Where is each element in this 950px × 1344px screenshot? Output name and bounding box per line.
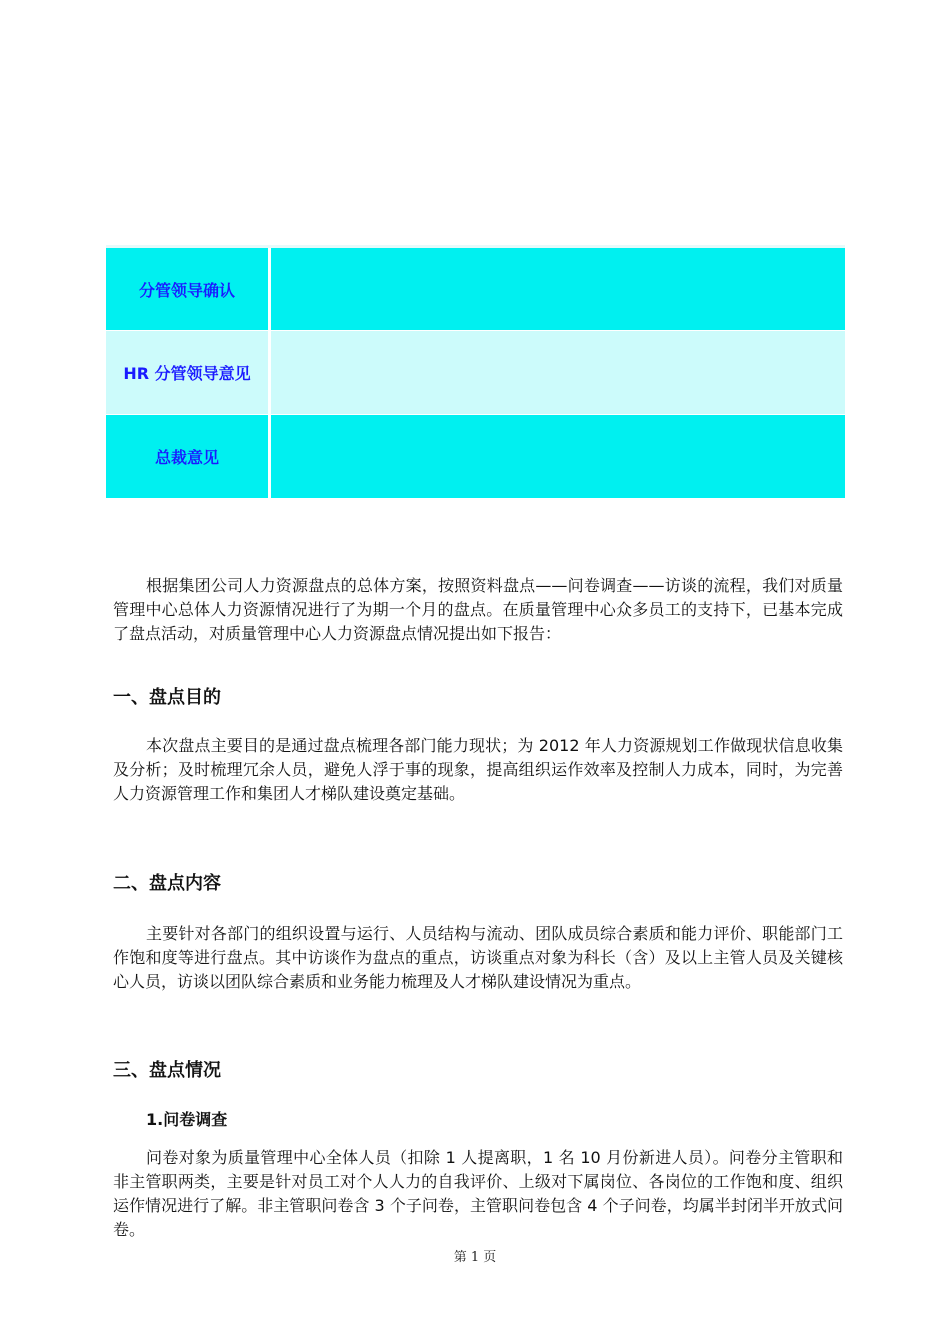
table-row — [106, 245, 845, 330]
table-label-cell: 总裁意见 — [106, 415, 268, 498]
section-body-survey: 问卷对象为质量管理中心全体人员（扣除 1 人提离职，1 名 10 月份新进人员）。问卷分主管职和非主管职两类，主要是针对员工对个人人力的自我评价、上级对下属岗位、各岗位的工作饱和度、组织运作情况进行了解。非主管职问卷含 3 个子问卷，主管职问卷包含 4 个子问卷，均属半封闭半开放式问卷。 — [113, 1148, 843, 1239]
table-label-cell: HR 分管领导意见 — [106, 331, 268, 414]
page-number: 第 1 页 — [453, 1250, 497, 1265]
table-value-cell[interactable] — [271, 415, 845, 498]
intro-paragraph: 根据集团公司人力资源盘点的总体方案，按照资料盘点——问卷调查——访谈的流程，我们对质量管理中心总体人力资源情况进行了为期一个月的盘点。在质量管理中心众多员工的支持下，已基本完成了盘点活动，对质量管理中心人力资源盘点情况提出如下报告： — [113, 576, 843, 643]
section-body-purpose: 本次盘点主要目的是通过盘点梳理各部门能力现状；为 2012 年人力资源规划工作做现状信息收集及分析；及时梳理冗余人员，避免人浮于事的现象，提高组织运作效率及控制人力成本，同时，为完善人力资源管理工作和集团人才梯队建设奠定基础。 — [113, 736, 843, 803]
section-heading-content: 二、盘点内容 — [113, 873, 221, 894]
table-row — [106, 415, 845, 498]
section-body-content: 主要针对各部门的组织设置与运行、人员结构与流动、团队成员综合素质和能力评价、职能部门工作饱和度等进行盘点。其中访谈作为盘点的重点，访谈重点对象为科长（含）及以上主管人员及关键核心人员，访谈以团队综合素质和业务能力梳理及人才梯队建设情况为重点。 — [113, 924, 843, 991]
table-value-cell[interactable] — [271, 248, 845, 330]
approval-table — [106, 245, 845, 499]
section-heading-status: 三、盘点情况 — [113, 1060, 221, 1081]
table-value-cell[interactable] — [271, 331, 845, 414]
subsection-heading-survey: 1.问卷调查 — [146, 1110, 228, 1129]
table-row — [106, 331, 845, 414]
table-label-cell: 分管领导确认 — [106, 248, 268, 330]
section-heading-purpose: 一、盘点目的 — [113, 687, 221, 708]
